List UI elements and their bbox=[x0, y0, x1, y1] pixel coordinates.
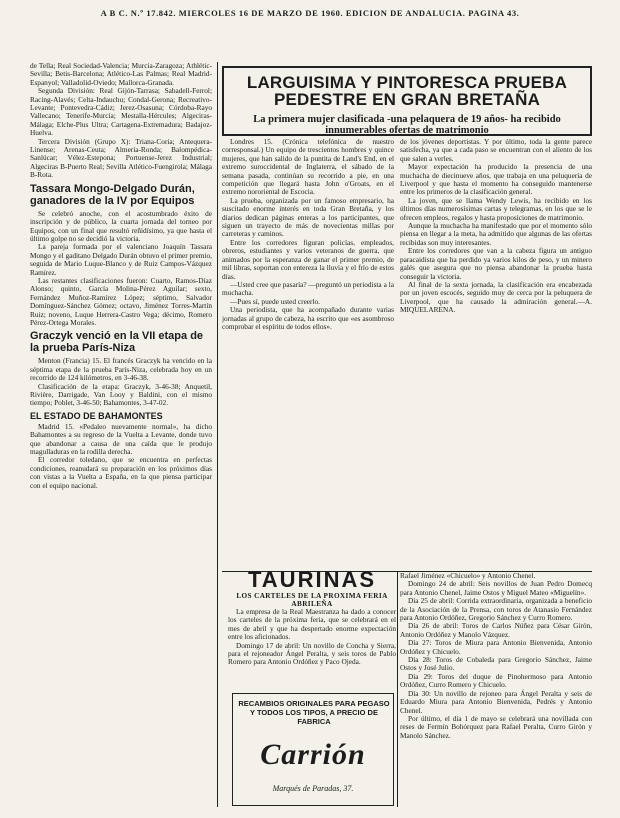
carrion-advertisement bbox=[232, 693, 394, 806]
main-paragraph: —Usted cree que pasaría? —preguntó un periodista a la muchacha. bbox=[222, 279, 394, 298]
tassara-paragraph: Las restantes clasificaciones fueron: Cuarto, Ramos-Díaz Alonso; quinto, García Molina-Pérez Aguilar; sexto, Fernández Muñoz-Ramírez López; séptimo, Salvador Domínguez-Sánchez Gómez; octavo, Jiménez Torres-Martín Ruiz; noveno, Luque Herrera-Castro Vega; décimo, Romero Pérez-Ortega Morales. bbox=[30, 275, 212, 327]
taurinas-cont-paragraph: Día 25 de abril: Corrida extraordinaria, organizada a beneficio de la Asociación de la Prensa, con toros de Atanasio Fernández para Antonio Ordóñez, Gregorio Sánchez y Curro Romero. bbox=[400, 596, 592, 623]
taurinas-paragraph: La empresa de la Real Maestranza ha dado a conocer los carteles de la próxima feria, que se celebrará en el mes de abril y que ha despertado enorme expectación entre los aficionados. bbox=[228, 607, 396, 642]
main-article-column-2 bbox=[400, 138, 592, 570]
taurinas-section bbox=[228, 568, 396, 668]
main-headline-box bbox=[222, 66, 592, 136]
main-paragraph: de los jóvenes deportistas. Y por último, toda la gente parece satisfecha, ya que a cada paso se encuentran con el aliento de los que salen a verles. bbox=[400, 138, 592, 163]
main-paragraph: Al final de la sexta jornada, la clasificación era encabezada por un joven escocés, seguido muy de cerca por la peluquera de Liverpool, que ha causado la admiración general.—A. MIQUELARENA. bbox=[400, 279, 592, 315]
taurinas-subtitle: LOS CARTELES DE LA PROXIMA FERIA ABRILEÑA bbox=[236, 592, 388, 608]
bahamontes-headline: EL ESTADO DE BAHAMONTES bbox=[30, 410, 163, 421]
left-column bbox=[30, 62, 212, 807]
ad-brand-logo: Carrión bbox=[260, 738, 366, 771]
graczyk-paragraph: Clasificación de la etapa: Graczyk, 3-46-38; Anquetil, Rivière, Darrigade, Van Looy y Baldini, con el mismo tiempo; Poblet, 3-46-50; Bahamontes, 3-47-02. bbox=[30, 381, 212, 408]
main-headline: LARGUISIMA Y PINTORESCA PRUEBA PEDESTRE EN GRAN BRETAÑA bbox=[246, 73, 568, 109]
running-head: A B C. N.º 17.842. MIERCOLES 16 DE MARZO DE 1960. EDICION DE ANDALUCIA. PAGINA 43. bbox=[100, 8, 520, 18]
column-divider bbox=[217, 62, 218, 807]
bahamontes-paragraph: El corredor toledano, que se encuentra en perfectas condiciones, reanudará su preparación en los próximos días con vistas a la Vuelta a España, en la que piensa participar con el equipo nacional. bbox=[30, 455, 212, 490]
taurinas-cont-paragraph: Domingo 24 de abril: Seis novillos de Juan Pedro Domecq para Antonio Chenel, Jaime Ostos y Miguel Mateo «Miguelín». bbox=[400, 579, 592, 597]
main-paragraph: —Pues sí, puede usted creerlo. bbox=[230, 296, 320, 306]
tassara-headline: Tassara Mongo-Delgado Durán, ganadores de la IV por Equipos bbox=[30, 182, 195, 207]
graczyk-paragraph: Menton (Francia) 15. El francés Graczyk ha vencido en la séptima etapa de la prueba París-Niza, celebrada hoy en un recorrido de 124 kilómetros, en 3-46-38. bbox=[30, 356, 212, 383]
left-paragraph: Segunda División: Real Gijón-Tarrasa; Sabadell-Ferrol; Racing-Alavés; Celta-Indauchu; Condal-Gerona; Recreativo-Levante; Pontevedra-Cádiz; Jerez-Osasuna; Córdoba-Rayo Vallecano; Tenerife-Murcia; Mestalla-Hércules; Algeciras-Málaga; Elche-Plus Ultra; Cartagena-Extremadura; Badajoz-Huelva. bbox=[30, 86, 212, 138]
main-paragraph: La joven, que se llama Wendy Lewis, ha recibido en los últimos días numerosísimas cartas y telegramas, en los que se le ofrecen empleos, regalos y hasta proposiciones de matrimonio. bbox=[400, 195, 592, 222]
column-divider bbox=[397, 572, 398, 807]
taurinas-paragraph: Domingo 17 de abril: Un novillo de Concha y Sierra, para el rejoneador Ángel Peralta, y seis toros de Pablo Romero para Antonio Ordóñez y Paco Ojeda. bbox=[228, 640, 396, 667]
taurinas-cont-paragraph: Día 28: Toros de Cobaleda para Gregorio Sánchez, Jaime Ostos y José Julio. bbox=[400, 655, 592, 673]
main-paragraph: Entre los corredores figuran policías, empleados, obreros, estudiantes y varios veteranos de guerra, que animados por la esperanza de ganar el primer premio, de mil libras, soportan con entereza la lluvia y el frío de estos días. bbox=[222, 237, 394, 281]
graczyk-headline: Graczyk venció en la VII etapa de la prueba París-Niza bbox=[30, 330, 204, 355]
taurinas-cont-paragraph: Por último, el día 1 de mayo se celebrará una novillada con reses de Fermín Bohórquez para Rafael Peralta, Curro Girón y Manolo Sánchez. bbox=[400, 713, 592, 740]
main-paragraph: Aunque la muchacha ha manifestado que por el momento sólo piensa en llegar a la meta, ha admitido que algunas de las ofertas recibidas son muy interesantes. bbox=[400, 221, 592, 247]
main-paragraph: La prueba, organizada por un famoso empresario, ha suscitado enorme interés en toda Gran Bretaña, y los diarios dedican páginas enteras a los participantes, que siguen un trayecto de más de novecientas millas por carreteras y caminos. bbox=[222, 195, 394, 239]
ad-address: Marqués de Paradas, 37. bbox=[272, 784, 354, 793]
tassara-paragraph: Se celebró anoche, con el acostumbrado éxito de inscripción y de público, la cuarta jornada del torneo por Equipos, con un final que resultó reñidísimo, ya que hasta el último golpe no se decidió la victoria. bbox=[30, 208, 212, 243]
main-paragraph: Londres 15. (Crónica telefónica de nuestro corresponsal.) Un equipo de trescientos hombres y quince mujeres, que han salido de la puntita de Land's End, en el extremo suroccidental de Inglaterra, el sábado de la semana pasada, continúan su recorrido a pie, en una competición que llegará hasta John o'Groats, en el extremo nororiental de Escocia. bbox=[222, 138, 394, 197]
taurinas-cont-paragraph: Día 30: Un novillo de rejoneo para Ángel Peralta y seis de Eduardo Miura para Antonio Bienvenida, Pedrés y Antonio Chenel. bbox=[400, 688, 592, 715]
main-subheadline: La primera mujer clasificada -una pelaquera de 19 años- ha recibido innumerables ofertas de matrimonio bbox=[253, 114, 561, 136]
tassara-paragraph: La pareja formada por el valenciano Joaquín Tassara Mongo y el gaditano Delgado Durán obtuvo el primer premio, seguida de Mario Luque-Blanco y de Ruiz Campos-Vázquez Ramírez. bbox=[30, 242, 212, 277]
main-article-column-1 bbox=[222, 138, 394, 570]
bahamontes-paragraph: Madrid 15. «Pedaleo nuevamente normal», ha dicho Bahamontes a su regreso de la Vuelta a Levante, donde tuvo que abandonar a causa de una caída que le produjo magulladuras en la rodilla derecha. bbox=[30, 421, 212, 457]
taurinas-cont-paragraph: Día 29: Toros del duque de Pinohermoso para Antonio Ordóñez, Curro Romero y Chicuelo. bbox=[400, 671, 592, 690]
left-paragraph: de Tella; Real Sociedad-Valencia; Murcia-Zaragoza; Athlétic-Sevilla; Betis-Barcelona; Atlético-Las Palmas; Real Madrid-Espanyol; Valladolid-Oviedo; Mallorca-Granada. bbox=[30, 62, 212, 87]
taurinas-cont-paragraph: Rafael Jiménez «Chicuelo» y Antonio Chenel. bbox=[400, 572, 536, 580]
taurinas-cont-paragraph: Día 27: Toros de Miura para Antonio Bienvenida, Antonio Ordóñez y Chicuelo. bbox=[400, 638, 592, 656]
taurinas-title: TAURINAS bbox=[247, 568, 377, 592]
main-paragraph: Mayor expectación ha producido la presencia de una muchacha de diecinueve años, que trabaja en una peluquería de Liverpool y que hasta el momento ha conseguido mantenerse entre los primeros de la clasificación general. bbox=[400, 162, 592, 197]
left-paragraph: Tercera División (Grupo X): Triana-Coria; Antequera-Linense; Arenas-Ceuta; Almería-Ronda; Balompédica-Sanlúcar; Vélez-Estepona; Portuense-Jerez Industrial; Algeciras B-Puerto Real; Sevilla Atlético-Fuengirola; Málaga B-Rota. bbox=[30, 136, 212, 180]
ad-tagline: RECAMBIOS ORIGINALES PARA PEGASO Y TODOS LOS TIPOS, A PRECIO DE FABRICA bbox=[238, 699, 390, 726]
main-paragraph: Entre los corredores que van a la cabeza figura un antiguo paracaidista que ha perdido ya varios kilos de peso, y un minero galés que asegura que no piensa abandonar la prueba hasta conseguir la victoria. bbox=[400, 246, 592, 281]
main-paragraph: Una periodista, que ha acompañado durante varias jornadas al grupo de cabeza, ha escrito que «es asombroso comprobar el espíritu de todos ellos». bbox=[222, 305, 394, 331]
taurinas-cont-paragraph: Día 26 de abril: Toros de Carlos Núñez para César Girón, Antonio Ordóñez y Manolo Vázquez. bbox=[400, 621, 592, 639]
taurinas-continuation-column bbox=[400, 572, 592, 808]
